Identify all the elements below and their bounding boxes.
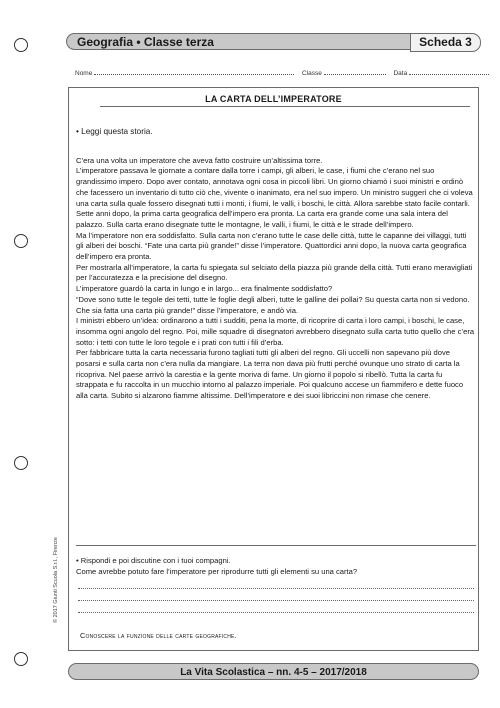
nome-field[interactable] <box>94 68 294 75</box>
binder-hole-3 <box>14 456 28 470</box>
story-paragraph: “Dove sono tutte le tegole dei tetti, tutte le foglie degli alberi, tutte le galline dei pollai? Su questa carta non si vedono. Che sia fatta una carta più grande!” disse l’imperatore, e andò via. <box>76 294 470 315</box>
instruction-read: • Leggi questa storia. <box>76 127 153 136</box>
document-title: LA CARTA DELL’IMPERATORE <box>205 94 342 104</box>
learning-objective: Conoscere la funzione delle carte geografiche. <box>80 631 237 640</box>
answer-line-2[interactable] <box>78 600 474 601</box>
story-paragraph: L’imperatore passava le giornate a contare dalla torre i campi, gli alberi, le case, i fiumi che c’erano nel suo grandissimo impero. Dopo aver contato, annotava ogni cosa in piccoli libri. Un giorno chiamò i suoi ministri e ordinò che facessero un inventario di tutto ciò che, vivente o inanimato, era nel suo impero. Un ministro suggerì che ci voleva una carta sulla quale fossero disegnati tutti i monti, i fiumi, le valli, i boschi, le città. Allora sarebbe stato facile contarli. <box>76 166 473 208</box>
story-paragraph: L’imperatore guardò la carta in lungo e in largo... era finalmente soddisfatto? <box>76 284 333 294</box>
question-section <box>76 556 476 577</box>
story-paragraph: Per mostrarla all’imperatore, la carta fu spiegata sul selciato della piazza più grande della città. Tutti erano meravigliati per l’accuratezza e la precisione del disegno. <box>76 262 473 283</box>
title-divider <box>100 106 470 107</box>
instruction-answer: • Rispondi e poi discutine con i tuoi compagni. <box>76 556 231 565</box>
answer-line-1[interactable] <box>78 588 474 589</box>
story-paragraph: Ma l’imperatore non era soddisfatto. Sulla carta non c’erano tutte le case delle città, tutte le capanne dei villaggi, tutti gli alberi dei boschi. “Fate una carta più grande!” disse l’imperatore. Quattordici anni dopo, la nuova carta geografica dell’impero era pronta. <box>76 230 467 262</box>
data-field[interactable] <box>409 68 489 75</box>
scheda-label: Scheda 3 <box>410 33 481 52</box>
copyright-text: © 2017 Giunti Scuola S.r.l., Firenze <box>53 537 59 623</box>
story-paragraph: Per fabbricare tutta la carta necessaria furono tagliati tutti gli alberi del regno. Gli uccelli non sapevano più dove posarsi e sulla carta non c’era nulla da mangiare. La terra non dava più frutti perché ovunque uno strato di carta la ricopriva. Nel paese arrivò la carestia e la gente moriva di fame. Un giorno il popolo si ribellò. Tutta la carta fu strappata e fu raccolta in un mucchio intorno al palazzo imperiale. Poi qualcuno accese un fiammifero e dette fuoco alla carta. Subito si alzarono fiamme altissime. Dell’imperatore e dei suoi libriccini non rimase che cenere. <box>76 348 464 401</box>
story-paragraph: C’era una volta un imperatore che aveva fatto costruire un’altissima torre. <box>76 155 323 165</box>
binder-hole-2 <box>14 234 28 248</box>
student-info-line <box>75 68 475 77</box>
nome-label: Nome <box>75 70 93 77</box>
story-paragraph: Sette anni dopo, la prima carta geografica dell’impero era pronta. La carta era grande come una sala intera del palazzo. Sulla carta erano disegnate tutte le montagne, le valli, i fiumi, le città e le strade dell’impero. <box>76 209 448 229</box>
binder-hole-1 <box>14 38 28 52</box>
story-body <box>76 127 476 402</box>
answer-line-3[interactable] <box>78 612 474 613</box>
binder-hole-4 <box>14 652 28 666</box>
header-title: Geografia • Classe terza <box>77 35 214 49</box>
section-divider <box>76 545 476 546</box>
data-label: Data <box>393 70 408 77</box>
header-subject-bar <box>66 33 411 50</box>
classe-label: Classe <box>301 70 322 77</box>
footer-bar: La Vita Scolastica – nn. 4-5 – 2017/2018 <box>68 663 479 680</box>
classe-field[interactable] <box>324 68 386 75</box>
question-text: Come avrebbe potuto fare l’imperatore per riprodurre tutti gli elementi su una carta? <box>76 566 358 576</box>
story-paragraph: I ministri ebbero un’idea: ordinarono a tutti i sudditi, pena la morte, di ricoprire di carta i loro campi, i boschi, le case, insomma ogni angolo del regno. Poi, mille squadre di disegnatori avrebbero disegnato sulla carta tutto quello che c’era sotto: i tetti con tutte le loro tegole e i prati con tutti i fili d’erba. <box>76 316 475 347</box>
